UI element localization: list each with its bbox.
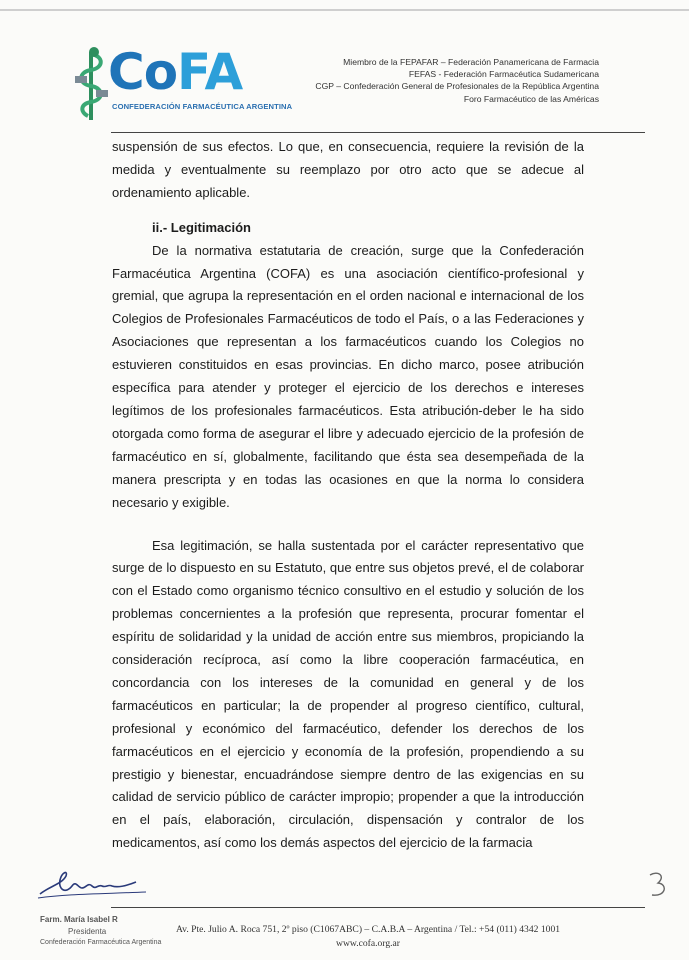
section-title: ii.- Legitimación (152, 219, 251, 235)
paragraph: De la normativa estatutaria de creación, surge que la Confederación Farmacéutica Argentina (COFA) es una asociación científico-profesional y gremial, que agrupa la representación en el orden nacional e internacional de los Colegios de Profesionales Farmacéuticos de todo el País, o a las Federaciones y Asociaciones que representan a los farmacéuticos cuando los Colegios no estuvieren constituidos en esas provincias. En dicho marco, posee atribución específica para atender y proteger el ejercicio de los derechos e intereses legítimos de los profesionales farmacéuticos. Esta atribución-deber le ha sido otorgada como forma de asegurar el libre y adecuado ejercicio de la profesión de farmacéutico en sí, globalmente, facilitando que ésta sea desempeñada de la manera prescripta y en todas las ocasiones en que la norma lo considera necesario y exigible. (112, 242, 584, 510)
membership-line: Miembro de la FEPAFAR – Federación Panamericana de Farmacia (343, 57, 599, 67)
signatory-name: Farm. María Isabel R (40, 915, 118, 924)
signatory-org: Confederación Farmacéutica Argentina (40, 939, 162, 946)
membership-list (259, 56, 599, 105)
logo-co: Co (108, 43, 178, 101)
footer-website: www.cofa.org.ar (336, 938, 400, 949)
logo-wordmark (108, 44, 242, 100)
paragraph-continued: suspensión de sus efectos. Lo que, en consecuencia, requiere la revisión de la medida y eventualmente su reemplazo por otro acto que se adecue al ordenamiento aplicable. (112, 139, 584, 200)
page-number-mark (644, 870, 672, 900)
scan-edge-line (0, 9, 689, 11)
membership-line: CGP – Confederación General de Profesionales de la República Argentina (315, 81, 599, 92)
logo-fa: FA (177, 43, 243, 101)
membership-line: FEFAS - Federación Farmacéutica Sudamericana (408, 69, 599, 80)
handwritten-signature (36, 864, 156, 904)
caduceus-icon (74, 46, 110, 122)
footer-divider (111, 907, 645, 908)
signatory-role: Presidenta (68, 927, 107, 936)
logo-subtitle: CONFEDERACIÓN FARMACÉUTICA ARGENTINA (112, 102, 293, 111)
header-divider (111, 132, 645, 133)
cofa-logo (74, 43, 293, 124)
document-body (112, 136, 584, 855)
paragraph: Esa legitimación, se halla sustentada por el carácter representativo que surge de lo dispuesto en su Estatuto, que entre sus objetos prevé, el de colaborar con el Estado como organismo técnico consultivo en el estudio y solución de los problemas concernientes a la profesión que representa, procurar fomentar el espíritu de solidaridad y la unidad de acción entre sus miembros, propiciando la consideración recíproca, así como la libre cooperación farmacéutica, en concordancia con los intereses de la comunidad en general y de los farmacéuticos en particular; la de propender al progreso científico, cultural, profesional y económico del farmacéutico, defender los derechos de los farmacéuticos en el ejercicio y economía de la profesión, propendiendo a su prestigio y bienestar, encuadrándose siempre dentro de las exigencias en su calidad de servicio público de carácter impropio; propender a que la introducción en el país, elaboración, circulación, dispensación y contralor de los medicamentos, así como los demás aspectos del ejercicio de la farmacia (112, 537, 584, 851)
footer-address: Av. Pte. Julio A. Roca 751, 2º piso (C1067ABC) – C.A.B.A – Argentina / Tel.: +54 (011) 4342 1001 (175, 924, 561, 935)
membership-line: Foro Farmacéutico de las Américas (463, 93, 599, 104)
